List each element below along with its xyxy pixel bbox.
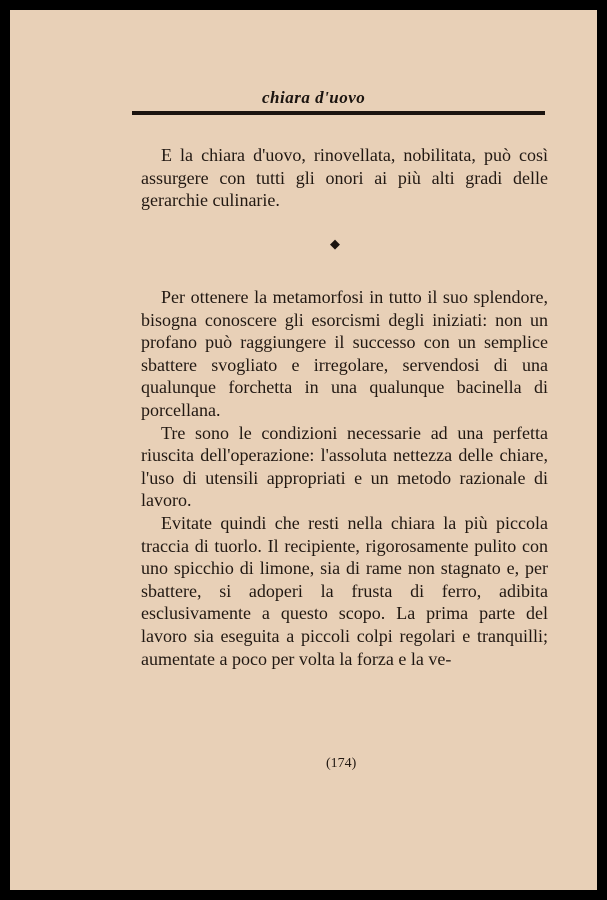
running-head: chiara d'uovo bbox=[262, 88, 366, 107]
header-rule bbox=[132, 111, 545, 115]
paragraph: E la chiara d'uovo, rinovellata, nobilitata, può così assurgere con tutti gli onori ai più alti gradi delle gerarchie culinarie. bbox=[141, 145, 548, 211]
book-page bbox=[10, 10, 597, 890]
paragraph: Per ottenere la metamorfosi in tutto il suo splendore, bisogna conoscere gli esorcismi degli iniziati: non un profano può raggiungere il successo con un semplice sbattere svogliato e irregolare, servendosi di una qualunque forchetta in una qualunque bacinella di porcellana. bbox=[141, 287, 548, 420]
paragraph: Tre sono le condizioni necessarie ad una perfetta riuscita dell'operazione: l'assoluta nettezza delle chiare, l'uso di utensili appropriati e un metodo razionale di lavoro. bbox=[141, 422, 548, 511]
main-text bbox=[141, 286, 548, 670]
diamond-ornament-icon: ◆ bbox=[330, 237, 340, 252]
paragraph: Evitate quindi che resti nella chiara la più piccola traccia di tuorlo. Il recipiente, rigorosamente pulito con uno spicchio di limone, sia di rame non stagnato e, per sbattere, si adoperi la frusta di ferro, adibita esclusivamente a questo scopo. La prima parte del lavoro sia eseguita a piccoli colpi regolari e tranquilli; aumentate a poco per volta la forza e la ve- bbox=[141, 512, 548, 669]
page-number: (174) bbox=[326, 756, 357, 771]
intro-text bbox=[141, 144, 548, 212]
